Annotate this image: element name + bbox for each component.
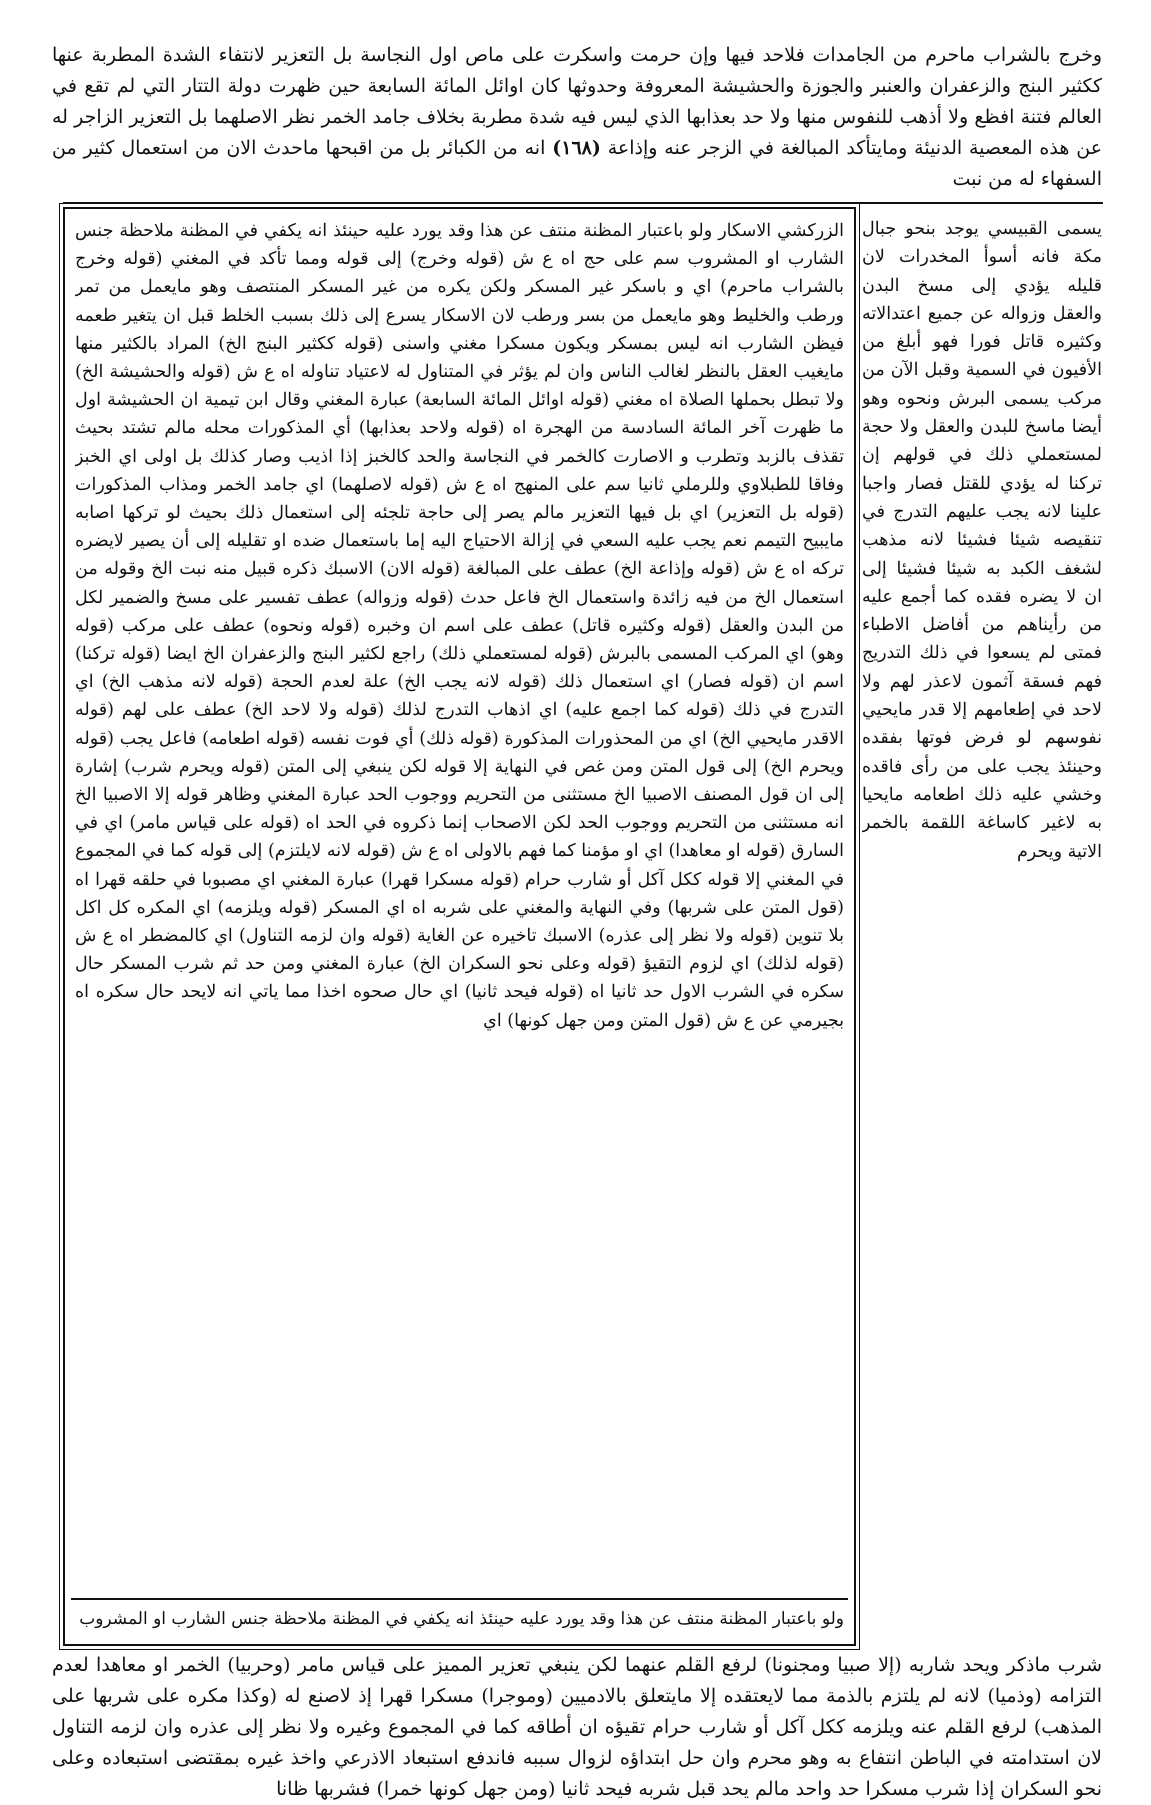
commentary-box	[63, 207, 856, 1646]
main-text-top	[52, 40, 1102, 195]
commentary-text: الزركشي الاسكار ولو باعتبار المظنة منتف عن هذا وقد يورد عليه حينئذ انه يكفي في المظنة ملاحظة جنس الشارب او المشروب سم على حج اه ع ش (قوله وخرج) إلى قوله ومما تأكد في المغني (قوله وخرج بالشراب ماحرم) اي و باسكر غير المسكر ولكن يكره من غير المسكر المنتصف وهو مايعمل من تمر ورطب والخليط وهو مايعمل من بسر ورطب لان الاسكار يسرع إلى ذلك بسبب الخلط قبل ان يتغير طعمه فيظن الشارب انه ليس بمسكر ويكون مسكرا مغني واسنى (قوله ككثير البنج الخ) المراد بالكثير منها مايغيب العقل بالنظر لغالب الناس وان لم يؤثر في المتناول له لاعتياد تناوله اه ع ش (قوله والحشيشة الخ) ولا تبطل بحملها الصلاة اه مغني (قوله اوائل المائة السابعة) عبارة المغني وقال ابن تيمية ان الحشيشة اول ما ظهرت آخر المائة السادسة من الهجرة اه (قوله ولاحد بعذابها) أي المذكورات محله مالم تشتد بحيث تقذف بالزبد وتطرب و الاصارت كالخمر في النجاسة والحد كالخبز إذا اذيب وصار كذلك بل اولى اي الخبز وفاقا للطبلاوي وللرملي ثانيا سم على المنهج اه ع ش (قوله لاصلهما) اي جامد الخمر ومذاب المذكورات (قوله بل التعزير) اي بل فيها التعزير مالم يصر إلى حاجة تلجئه إلى استعمال ذلك بحيث لو تركها اصابه مايبيح التيمم نعم يجب عليه السعي في إزالة الاحتياج اليه إما باستعمال ضده او تقليله إلى أن يصير لايضره تركه اه ع ش (قوله وإذاعة الخ) عطف على المبالغة (قوله الان) الاسبك ذكره قبيل منه نبت الخ وقوله من استعمال الخ من فيه زائدة واستعمال الخ فاعل حدث (قوله وزواله) عطف تفسير على مسخ والضمير لكل من البدن والعقل (قوله وكثيره قاتل) عطف على اسم ان وخبره (قوله ونحوه) عطف على مركب (قوله وهو) اي المركب المسمى بالبرش (قوله لمستعملي ذلك) راجع لكثير البنج والزعفران الخ ايضا (قوله تركنا) اسم ان (قوله فصار) اي استعمال ذلك (قوله لانه يجب الخ) علة لعدم الحجة (قوله لانه مذهب الخ) اي التدرج في ذلك (قوله كما اجمع عليه) اي اذهاب التدرج لذلك (قوله ولا لاحد الخ) عطف على لهم (قوله الاقدر مايحيي الخ) اي من المحذورات المذكورة (قوله ذلك) أي فوت نفسه (قوله اطعامه) فاعل يجب (قوله ويحرم الخ) إلى قول المتن ومن غص في النهاية إلا قوله لكن ينبغي إلى المتن (قوله ويحرم شرب) إشارة إلى ان قول المصنف الاصبيا الخ مستثنى من التحريم ووجوب الحد عبارة المغني وظاهر قوله إلا الاصبيا الخ انه مستثنى من التحريم ووجوب الحد لكن الاصحاب إنما ذكروه في الحد اه (قوله على قياس مامر) اي في السارق (قوله او معاهدا) اي او مؤمنا كما فهم بالاولى اه ع ش (قوله لانه لايلتزم) إلى قوله كما في المجموع في المغني إلا قوله ككل آكل أو شارب حرام (قوله مسكرا قهرا) عبارة المغني اي مصبوبا في حلقه قهرا اه (قول المتن على شربها) وفي النهاية والمغني على شربه اه اي المسكر (قوله ويلزمه) اي المكره كل اكل بلا تنوين (قوله ولا نظر إلى عذره) الاسبك تاخيره عن الغاية (قوله وان لزمه التناول) اي كالمضطر اه ع ش (قوله لذلك) اي لزوم التقيؤ (قوله وعلى نحو السكران الخ) عبارة المغني ومن حد ثم شرب المسكر حال سكره في الشرب الاول حد ثانيا اه (قوله فيحد ثانيا) اي حال صحوه اخذا مما ياتي انه لايحد حال سكره اه بجيرمي عن ع ش (قول المتن ومن جهل كونها) اي	[75, 221, 844, 1031]
main-text-bottom: شرب ماذكر ويحد شاربه (إلا صبيا ومجنونا) لرفع القلم عنهما لكن ينبغي تعزير المميز على قياس مامر (وحربيا) الخمر او معاهدا لعدم التزامه (وذميا) لانه لم يلتزم بالذمة مما لايعتقده إلا مايتعلق بالادميين (وموجرا) مسكرا قهرا إذ لاصنع له (وكذا مكره على شربها على المذهب) لرفع القلم عنه ويلزمه ككل آكل أو شارب حرام تقيؤه ان أطاقه كما في المجموع وغيره ولا نظر إلى عذره وان لزمه التناول لان استدامته في الباطن انتفاع به وهو محرم وان حل ابتداؤه لزوال سببه فاندفع استبعاد الاذرعي واخذ غيره بمقتضى استبعاده وعلى نحو السكران إذا شرب مسكرا حد واحد مالم يحد قبل شربه فيحد ثانيا (ومن جهل كونها خمرا) فشربها ظانا	[52, 1654, 1102, 1800]
page-number: (١٦٨)	[552, 137, 601, 159]
commentary-divider	[71, 1598, 848, 1600]
main-text-top-end: انه من الكبائر بل من اقبحها ماحدث الان من استعمال كثير من السفهاء له من نبت	[52, 137, 1102, 190]
margin-column: يسمى القبيسي يوجد بنحو جبال مكة فانه أسوأ المخدرات لان قليله يؤدي إلى مسخ البدن والعقل وزواله عن جميع اعتدالاته وكثيره قاتل فورا فهو أبلغ من الأفيون في السمية وقبل الآن من مركب يسمى البرش ونحوه وهو أيضا ماسخ للبدن والعقل ولا حجة لمستعملي ذلك في قولهم إن تركنا له يؤدي للقتل فصار واجبا علينا لانه يجب عليهم التدرج في تنقيصه شيئا فشيئا لانه مذهب لشغف الكبد به شيئا فشيئا إلى ان لا يضره فقده كما أجمع عليه من رأيناهم من أفاضل الاطباء فمتى لم يسعوا في ذلك التدريج فهم فسقة آثمون لاعذر لهم ولا لاحد في إطعامهم إلا قدر مايحيي نفوسهم لو فرض فوتها بفقده وحينئذ يجب على من رأى فاقده وخشي عليه ذلك اطعامه مايحيا به لاغير كاساغة اللقمة بالخمر الاتية ويحرم	[862, 219, 1102, 862]
main-text-top-body: وخرج بالشراب ماحرم من الجامدات فلاحد فيها وإن حرمت واسكرت على ماص اول النجاسة بل التعزير لانتفاء الشدة المطربة عنها ككثير البنج والزعفران والعنبر والجوزة والحشيشة المعروفة وحدوثها كان اوائل المائة السابعة حين ظهرت دولة التتار التي لم تقع في العالم فتنة افظع ولا أذهب للنفوس منها ولا حد بعذابها الذي ليس فيه شدة مطربة بخلاف جامد الخمر نظر الاصلهما بل التعزير الزاجر له عن هذه المعصية الدنيئة ومايتأكد المبالغة في الزجر عنه وإذاعة	[52, 44, 1103, 159]
top-rule	[63, 202, 1103, 204]
commentary-footer: ولو باعتبار المظنة منتف عن هذا وقد يورد عليه حينئذ انه يكفي في المظنة ملاحظة جنس الشارب او المشروب	[79, 1609, 844, 1629]
